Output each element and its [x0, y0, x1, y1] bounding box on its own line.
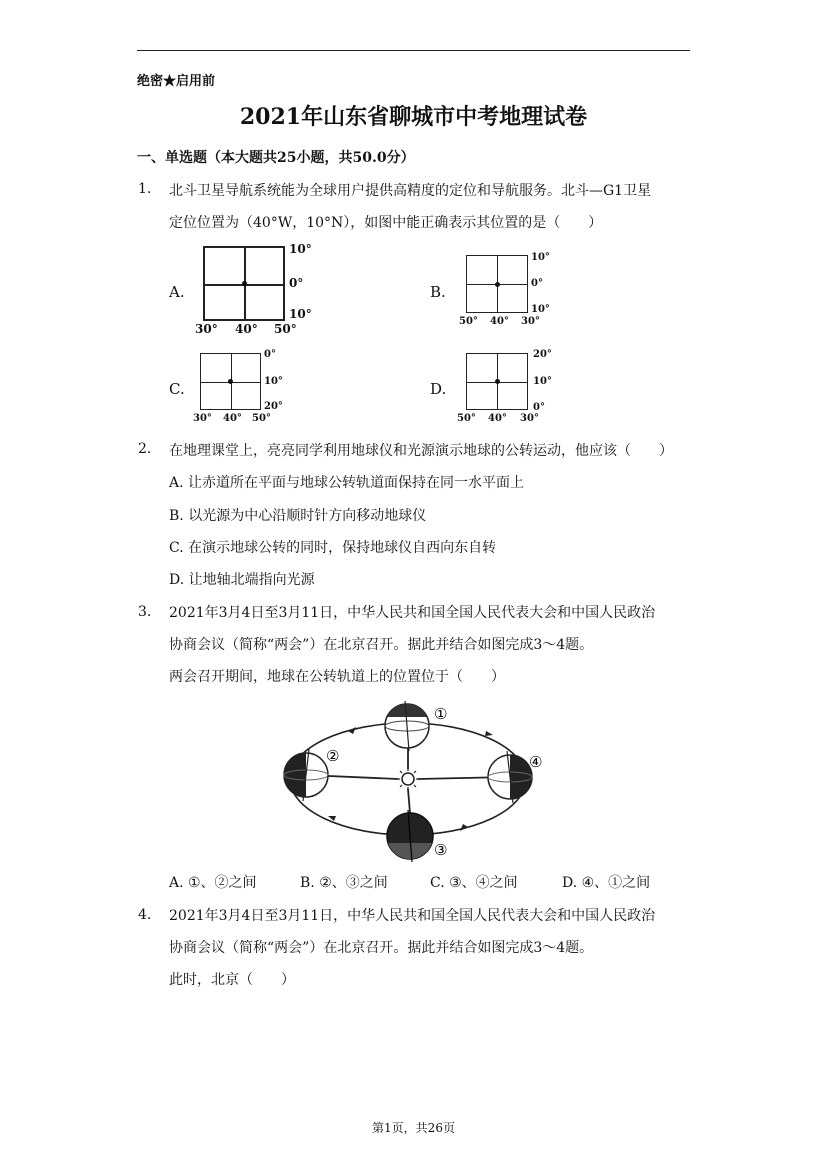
arrow-icon	[460, 824, 468, 831]
grid-tick: 10°	[531, 304, 550, 315]
earth-globe	[387, 810, 433, 862]
question-text: 此时，北京（ ）	[169, 972, 295, 988]
grid-tick: 20°	[264, 401, 283, 412]
option-label: D.	[430, 380, 447, 398]
page-title: 2021年山东省聊城市中考地理试卷	[239, 104, 588, 130]
answer-option: A. 让赤道所在平面与地球公转轨道面保持在同一水平面上	[169, 475, 525, 491]
answer-option: C. 在演示地球公转的同时，保持地球仪自西向东自转	[169, 540, 497, 556]
section-heading: 一、单选题（本大题共25小题，共50.0分）	[137, 150, 415, 166]
location-dot	[495, 379, 500, 384]
grid-tick: 0°	[533, 402, 545, 413]
answer-option: D. 让地轴北端指向光源	[169, 572, 315, 588]
option-label: C.	[169, 380, 185, 398]
location-dot	[242, 281, 247, 286]
option-label: B.	[430, 283, 446, 301]
grid-tick: 50°	[459, 316, 478, 327]
answer-option: B. 以光源为中心沿顺时针方向移动地球仪	[169, 508, 427, 524]
question-number: 2.	[138, 441, 152, 457]
location-dot	[228, 379, 233, 384]
grid-tick: 10°	[289, 307, 312, 321]
grid-tick: 30°	[195, 322, 218, 336]
question-number: 1.	[138, 181, 152, 197]
question-text: 在地理课堂上，亮亮同学利用地球仪和光源演示地球的公转运动，他应该（ ）	[169, 443, 673, 459]
question-text: 协商会议（简称“两会”）在北京召开。据此并结合如图完成3～4题。	[169, 940, 594, 956]
arrow-icon	[485, 731, 493, 736]
grid-tick: 0°	[289, 276, 304, 290]
answer-option: C. ③、④之间	[430, 875, 518, 891]
grid-tick: 10°	[533, 376, 552, 387]
position-label: ②	[326, 747, 340, 765]
grid-tick: 30°	[520, 413, 539, 424]
coordinate-grid	[466, 353, 528, 410]
question-text: 两会召开期间，地球在公转轨道上的位置位于（ ）	[169, 669, 505, 685]
position-label: ①	[434, 705, 448, 723]
answer-option: D. ④、①之间	[562, 875, 651, 891]
grid-tick: 10°	[531, 252, 550, 263]
grid-tick: 0°	[531, 278, 543, 289]
grid-tick: 40°	[223, 413, 242, 424]
page-footer: 第1页，共26页	[372, 1121, 455, 1135]
grid-tick: 50°	[252, 413, 271, 424]
grid-tick: 10°	[289, 242, 312, 256]
question-number: 3.	[138, 604, 152, 620]
header-rule	[137, 50, 690, 51]
sun-icon	[397, 768, 419, 790]
coordinate-grid	[203, 246, 285, 321]
position-label: ④	[529, 753, 543, 771]
grid-tick: 10°	[264, 376, 283, 387]
arrow-icon	[348, 727, 356, 734]
earth-globe	[284, 749, 328, 801]
coordinate-grid	[200, 353, 261, 410]
question-text: 北斗卫星导航系统能为全球用户提供高精度的定位和导航服务。北斗—G1卫星	[169, 183, 652, 199]
question-number: 4.	[138, 907, 152, 923]
secret-mark: 绝密★启用前	[137, 74, 216, 89]
grid-tick: 20°	[533, 349, 552, 360]
grid-tick: 50°	[274, 322, 297, 336]
answer-option: A. ①、②之间	[169, 875, 257, 891]
question-text: 2021年3月4日至3月11日，中华人民共和国全国人民代表大会和中国人民政治	[169, 908, 656, 924]
earth-orbit-diagram	[276, 693, 552, 865]
position-label: ③	[434, 841, 448, 859]
coordinate-grid	[466, 255, 528, 313]
option-label: A.	[169, 283, 185, 301]
earth-globe	[488, 751, 532, 803]
grid-tick: 40°	[490, 316, 509, 327]
question-text: 定位位置为（40°W，10°N），如图中能正确表示其位置的是（ ）	[169, 215, 603, 231]
location-dot	[495, 282, 500, 287]
question-text: 2021年3月4日至3月11日，中华人民共和国全国人民代表大会和中国人民政治	[169, 605, 656, 621]
grid-tick: 50°	[457, 413, 476, 424]
grid-tick: 40°	[235, 322, 258, 336]
grid-tick: 30°	[521, 316, 540, 327]
question-text: 协商会议（简称“两会”）在北京召开。据此并结合如图完成3～4题。	[169, 637, 594, 653]
answer-option: B. ②、③之间	[300, 875, 388, 891]
grid-tick: 30°	[193, 413, 212, 424]
grid-tick: 40°	[488, 413, 507, 424]
earth-globe	[385, 701, 429, 751]
grid-tick: 0°	[264, 349, 276, 360]
